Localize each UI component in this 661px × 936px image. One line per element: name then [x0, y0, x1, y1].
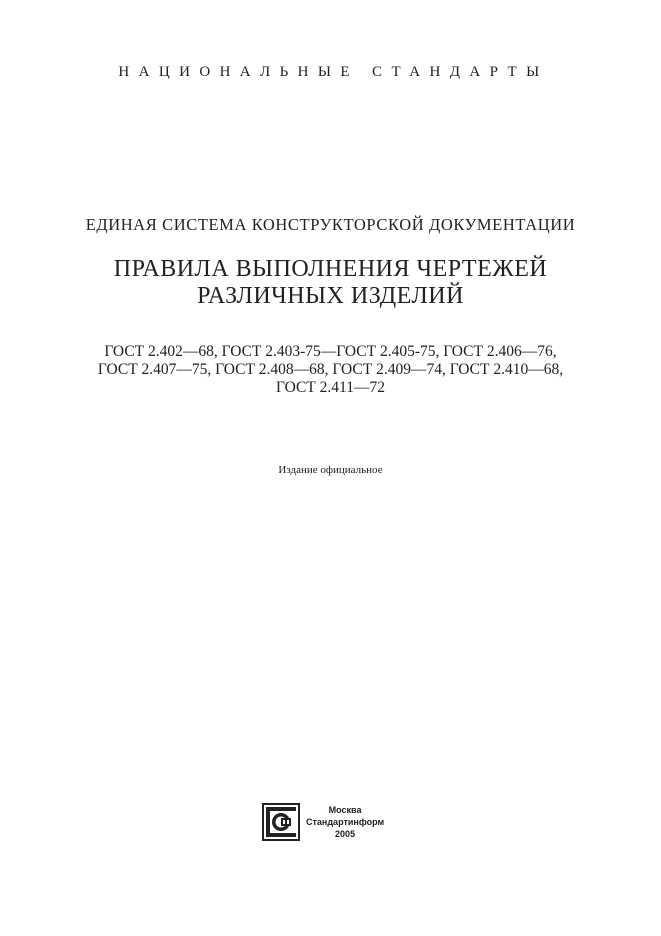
publisher-text — [306, 804, 384, 840]
document-title-line-2: РАЗЛИЧНЫХ ИЗДЕЛИЙ — [197, 283, 464, 309]
document-title — [0, 256, 661, 310]
publisher-name: Стандартинформ — [306, 817, 385, 827]
document-title-line-1: ПРАВИЛА ВЫПОЛНЕНИЯ ЧЕРТЕЖЕЙ — [113, 256, 548, 282]
publisher-city: Москва — [328, 805, 362, 815]
edition-label: Издание официальное — [278, 464, 383, 476]
publisher-imprint — [262, 803, 384, 841]
standard-numbers — [0, 343, 661, 397]
standard-numbers-line-3: ГОСТ 2.411—72 — [276, 379, 385, 396]
publisher-logo-icon — [262, 803, 300, 841]
publication-year: 2005 — [335, 829, 356, 839]
series-heading: НАЦИОНАЛЬНЫЕ СТАНДАРТЫ — [118, 64, 549, 80]
standard-numbers-line-2: ГОСТ 2.407—75, ГОСТ 2.408—68, ГОСТ 2.409—74, ГОСТ 2.410—68, — [97, 361, 564, 378]
standard-numbers-line-1: ГОСТ 2.402—68, ГОСТ 2.403-75—ГОСТ 2.405-75, ГОСТ 2.406—76, — [104, 343, 557, 360]
system-title: ЕДИНАЯ СИСТЕМА КОНСТРУКТОРСКОЙ ДОКУМЕНТАЦИИ — [85, 215, 576, 234]
